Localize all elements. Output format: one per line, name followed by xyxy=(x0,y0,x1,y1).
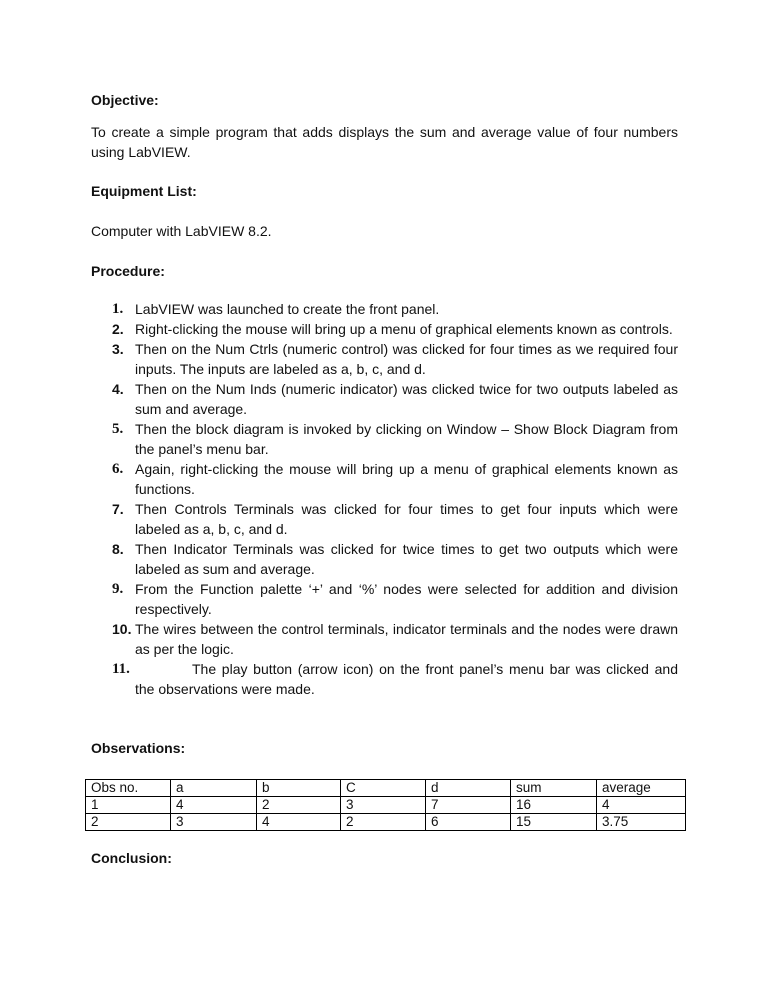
step-number: 4. xyxy=(112,381,124,397)
equipment-text: Computer with LabVIEW 8.2. xyxy=(91,223,272,239)
procedure-step xyxy=(0,579,678,619)
table-cell: 6 xyxy=(426,814,511,831)
table-cell: 3 xyxy=(341,797,426,814)
step-number: 6. xyxy=(112,461,124,477)
step-number: 11. xyxy=(112,661,130,677)
table-cell: 4 xyxy=(257,814,341,831)
step-text: Right-clicking the mouse will bring up a menu of graphical elements known as controls. xyxy=(135,321,673,337)
column-header: d xyxy=(426,780,511,797)
step-text: The play button (arrow icon) on the front panel’s menu bar was clicked and the observations were made. xyxy=(135,661,678,697)
procedure-step xyxy=(0,619,678,659)
step-text: The wires between the control terminals, indicator terminals and the nodes were drawn as per the logic. xyxy=(135,621,678,657)
procedure-heading: Procedure: xyxy=(91,263,165,279)
procedure-step xyxy=(0,379,678,419)
procedure-step xyxy=(0,459,678,499)
step-text: Again, right-clicking the mouse will bring up a menu of graphical elements known as functions. xyxy=(135,461,678,497)
procedure-list xyxy=(0,299,768,699)
step-number: 5. xyxy=(112,421,124,437)
step-text: Then Indicator Terminals was clicked for twice times to get two outputs which were labeled as sum and average. xyxy=(135,541,678,577)
procedure-step xyxy=(0,299,678,319)
column-header: average xyxy=(597,780,686,797)
table-row xyxy=(86,797,686,814)
objective-text: To create a simple program that adds displays the sum and average value of four numbers using LabVIEW. xyxy=(91,124,678,160)
table-cell: 4 xyxy=(171,797,257,814)
column-header: sum xyxy=(511,780,597,797)
step-number: 1. xyxy=(112,301,124,317)
table-cell: 2 xyxy=(86,814,171,831)
procedure-step xyxy=(0,419,678,459)
table-cell: 16 xyxy=(511,797,597,814)
step-number: 3. xyxy=(112,341,124,357)
column-header: C xyxy=(341,780,426,797)
table-cell: 4 xyxy=(597,797,686,814)
procedure-step xyxy=(0,339,678,379)
step-text: From the Function palette ‘+’ and ‘%’ nodes were selected for addition and division respectively. xyxy=(135,581,678,617)
step-text: Then Controls Terminals was clicked for four times to get four inputs which were labeled as a, b, c, and d. xyxy=(135,501,678,537)
table-cell: 2 xyxy=(257,797,341,814)
procedure-step xyxy=(0,319,678,339)
step-number: 2. xyxy=(112,321,124,337)
table-row xyxy=(86,814,686,831)
step-number: 8. xyxy=(112,541,124,557)
step-text: Then the block diagram is invoked by clicking on Window – Show Block Diagram from the panel’s menu bar. xyxy=(135,421,678,457)
observations-heading: Observations: xyxy=(91,740,186,756)
table-cell: 2 xyxy=(341,814,426,831)
table-cell: 3 xyxy=(171,814,257,831)
objective-heading: Objective: xyxy=(91,92,159,108)
column-header: Obs no. xyxy=(86,780,171,797)
step-number: 9. xyxy=(112,581,124,597)
procedure-step xyxy=(0,499,678,539)
equipment-heading: Equipment List: xyxy=(91,183,197,199)
observations-table xyxy=(85,779,686,831)
table-cell: 15 xyxy=(511,814,597,831)
step-text: Then on the Num Ctrls (numeric control) was clicked for four times as we required four inputs. The inputs are labeled as a, b, c, and d. xyxy=(135,341,678,377)
procedure-step xyxy=(0,659,678,699)
table-header-row xyxy=(86,780,686,797)
step-number: 10. xyxy=(112,621,132,637)
table-cell: 3.75 xyxy=(597,814,686,831)
table-cell: 7 xyxy=(426,797,511,814)
column-header: b xyxy=(257,780,341,797)
column-header: a xyxy=(171,780,257,797)
conclusion-heading: Conclusion: xyxy=(91,850,172,866)
step-text: Then on the Num Inds (numeric indicator) was clicked twice for two outputs labeled as sum and average. xyxy=(135,381,678,417)
table-cell: 1 xyxy=(86,797,171,814)
procedure-step xyxy=(0,539,678,579)
step-text: LabVIEW was launched to create the front panel. xyxy=(135,301,440,317)
step-number: 7. xyxy=(112,501,124,517)
